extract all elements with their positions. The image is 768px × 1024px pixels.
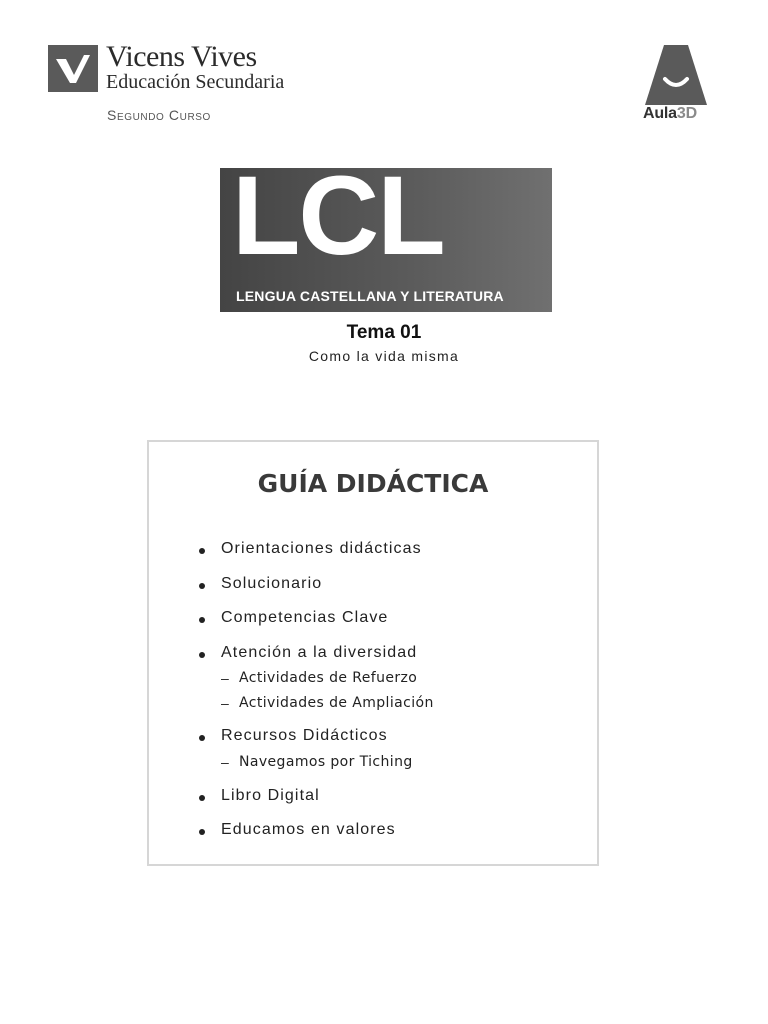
dash-icon: –: [221, 670, 229, 686]
dash-icon: –: [221, 754, 229, 770]
banner-subtitle: LENGUA CASTELLANA Y LITERATURA: [236, 288, 504, 304]
bullet-icon: [199, 829, 205, 835]
dash-icon: –: [221, 695, 229, 711]
topic-title: Como la vida misma: [308, 348, 460, 364]
course-label: Segundo Curso: [107, 107, 211, 123]
publisher-name: Vicens Vives: [106, 40, 257, 73]
guide-item: Educamos en valores: [221, 821, 396, 838]
guide-item: Libro Digital: [221, 787, 320, 804]
banner-title: LCL: [232, 153, 444, 278]
guide-title: GUÍA DIDÁCTICA: [257, 469, 489, 498]
guide-item: Solucionario: [221, 575, 323, 592]
guide-subitem: Navegamos por Tiching: [239, 754, 413, 770]
bullet-icon: [199, 548, 205, 554]
aula-brand-accent: 3D: [676, 105, 697, 122]
bullet-icon: [199, 795, 205, 801]
bullet-icon: [199, 617, 205, 623]
publisher-subtitle: Educación Secundaria: [106, 71, 285, 93]
topic-number: Tema 01: [346, 322, 422, 343]
guide-subitem: Actividades de Refuerzo: [239, 670, 418, 686]
guide-box: [147, 440, 599, 866]
bullet-icon: [199, 583, 205, 589]
vicens-vives-logo-icon: [48, 45, 98, 92]
bullet-icon: [199, 652, 205, 658]
aula3d-wordmark: [643, 105, 697, 123]
bullet-icon: [199, 735, 205, 741]
guide-item: Competencias Clave: [221, 609, 389, 626]
lcl-banner: [220, 153, 552, 312]
aula-brand: Aula: [643, 105, 677, 122]
aula3d-logo-icon: [645, 45, 707, 105]
guide-item: Atención a la diversidad: [221, 644, 418, 661]
guide-item: Orientaciones didácticas: [221, 540, 422, 557]
guide-subitem: Actividades de Ampliación: [239, 695, 434, 711]
guide-item: Recursos Didácticos: [221, 727, 388, 744]
